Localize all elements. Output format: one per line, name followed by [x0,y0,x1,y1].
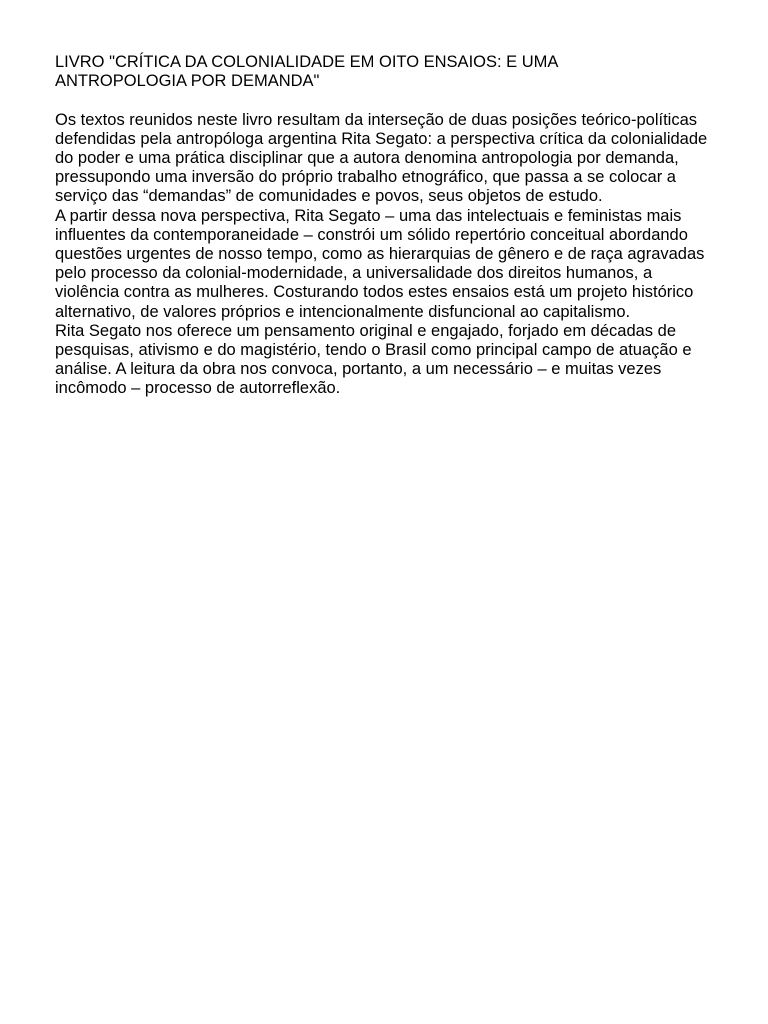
paragraph-3: Rita Segato nos oferece um pensamento original e engajado, forjado em décadas de pesquisas, ativismo e do magistério, tendo o Brasil como principal campo de atuação e análise. A leitura da obra nos convoca, portanto, a um necessário – e muitas vezes incômodo – processo de autorreflexão. [55,321,692,398]
blank-line [55,91,715,110]
document-title [55,53,715,91]
paragraph-2: A partir dessa nova perspectiva, Rita Segato – uma das intelectuais e feministas mais influentes da contemporaneidade – constrói um sólido repertório conceitual abordando questões urgentes de nosso tempo, como as hierarquias de gênero e de raça agravadas pelo processo da colonial-modernidade, a universalidade dos direitos humanos, a violência contra as mulheres. Costurando todos estes ensaios está um projeto histórico alternativo, de valores próprios e intencionalmente disfuncional ao capitalismo. [55,206,705,321]
title-line-2: ANTROPOLOGIA POR DEMANDA" [55,72,320,91]
title-line-1: LIVRO "CRÍTICA DA COLONIALIDADE EM OITO ENSAIOS: E UMA [55,53,559,71]
paragraph-1: Os textos reunidos neste livro resultam da interseção de duas posições teórico-políticas defendidas pela antropóloga argentina Rita Segato: a perspectiva crítica da colonialidade do poder e uma prática disciplinar que a autora denomina antropologia por demanda, pressupondo uma inversão do próprio trabalho etnográfico, que passa a se colocar a serviço das “demandas” de comunidades e povos, seus objetos de estudo. [55,110,708,206]
document-body [55,53,715,399]
